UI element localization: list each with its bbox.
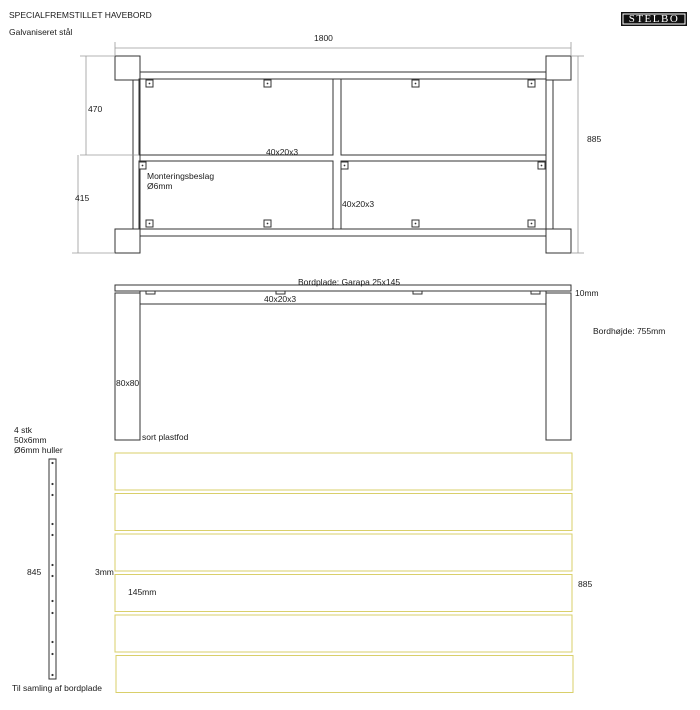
panel-upper-left <box>139 79 333 155</box>
tabletop-board-6 <box>116 656 573 693</box>
boards-total-label: 885 <box>578 579 593 589</box>
bracket-hole <box>267 223 269 225</box>
tabletop-board-4 <box>115 575 572 612</box>
bracket-side-4 <box>531 291 540 294</box>
strip-length: 845 <box>27 567 42 577</box>
panel-upper-right <box>341 79 546 155</box>
bracket-hole <box>531 83 533 85</box>
strip-hole <box>51 564 53 566</box>
brand-logo: STELBO <box>621 12 687 26</box>
leg-right <box>546 293 571 440</box>
bracket-hole <box>541 165 543 167</box>
board-gap-label: 3mm <box>95 567 114 577</box>
strip-hole <box>51 575 53 577</box>
leg-left <box>115 293 140 440</box>
strip-caption: Til samling af bordplade <box>12 683 102 693</box>
strip-hole <box>51 534 53 536</box>
bracket-hole <box>149 223 151 225</box>
strip-hole <box>51 641 53 643</box>
bracket-hole <box>415 223 417 225</box>
strip-hole <box>51 600 53 602</box>
strip-hole <box>51 523 53 525</box>
leg-top-right <box>546 56 571 80</box>
bracket-hole <box>531 223 533 225</box>
depth-dimension: 885 <box>587 134 602 144</box>
table-height-label: Bordhøjde: 755mm <box>593 326 666 336</box>
top-thickness-label: 10mm <box>575 288 599 298</box>
bracket-label: Monteringsbeslag <box>147 171 215 181</box>
strip-qty: 4 stk <box>14 425 32 435</box>
material-subtitle: Galvaniseret stål <box>9 27 73 37</box>
top-view <box>115 56 571 253</box>
leg-profile-label: 80x80 <box>116 378 140 388</box>
boards <box>115 453 573 693</box>
frame-profile-label: 40x20x3 <box>264 294 297 304</box>
board-width-label: 145mm <box>128 587 157 597</box>
strip-hole <box>51 494 53 496</box>
profile-label-a: 40x20x3 <box>266 147 299 157</box>
leg-bottom-right <box>546 229 571 253</box>
strip-holes <box>51 462 53 676</box>
bracket-hole <box>415 83 417 85</box>
bracket-side-1 <box>146 291 155 294</box>
tabletop-label: Bordplade: Garapa 25x145 <box>298 277 401 287</box>
upper-dimension: 470 <box>88 104 103 114</box>
bottom-rail <box>133 229 553 236</box>
strip-hole <box>51 462 53 464</box>
foot-label: sort plastfod <box>142 432 189 442</box>
lower-dimension: 415 <box>75 193 90 203</box>
strip-hole <box>51 674 53 676</box>
leg-top-left <box>115 56 140 80</box>
tabletop-board-5 <box>115 615 572 652</box>
strip-holes-label: Ø6mm huller <box>14 445 63 455</box>
tabletop-board-3 <box>115 534 572 571</box>
width-dimension: 1800 <box>314 33 333 43</box>
strip-body <box>49 459 56 679</box>
tabletop-board-2 <box>115 494 572 531</box>
strip-hole <box>51 483 53 485</box>
top-rail <box>133 72 553 79</box>
bracket-hole <box>267 83 269 85</box>
steel-strip <box>49 459 56 679</box>
bracket-hole <box>142 165 144 167</box>
drawing-title: SPECIALFREMSTILLET HAVEBORD <box>9 10 152 20</box>
tabletop-board-1 <box>115 453 572 490</box>
strip-hole <box>51 653 53 655</box>
bracket-hole <box>149 83 151 85</box>
frame-beam <box>140 291 546 304</box>
bracket-hole <box>344 165 346 167</box>
leg-bottom-left <box>115 229 140 253</box>
bracket-side-3 <box>413 291 422 294</box>
strip-size: 50x6mm <box>14 435 47 445</box>
right-rail <box>546 72 553 236</box>
side-view <box>115 285 571 440</box>
profile-label-b: 40x20x3 <box>342 199 375 209</box>
strip-hole <box>51 612 53 614</box>
bracket-hole-label: Ø6mm <box>147 181 173 191</box>
panel-lower-right <box>341 161 546 229</box>
